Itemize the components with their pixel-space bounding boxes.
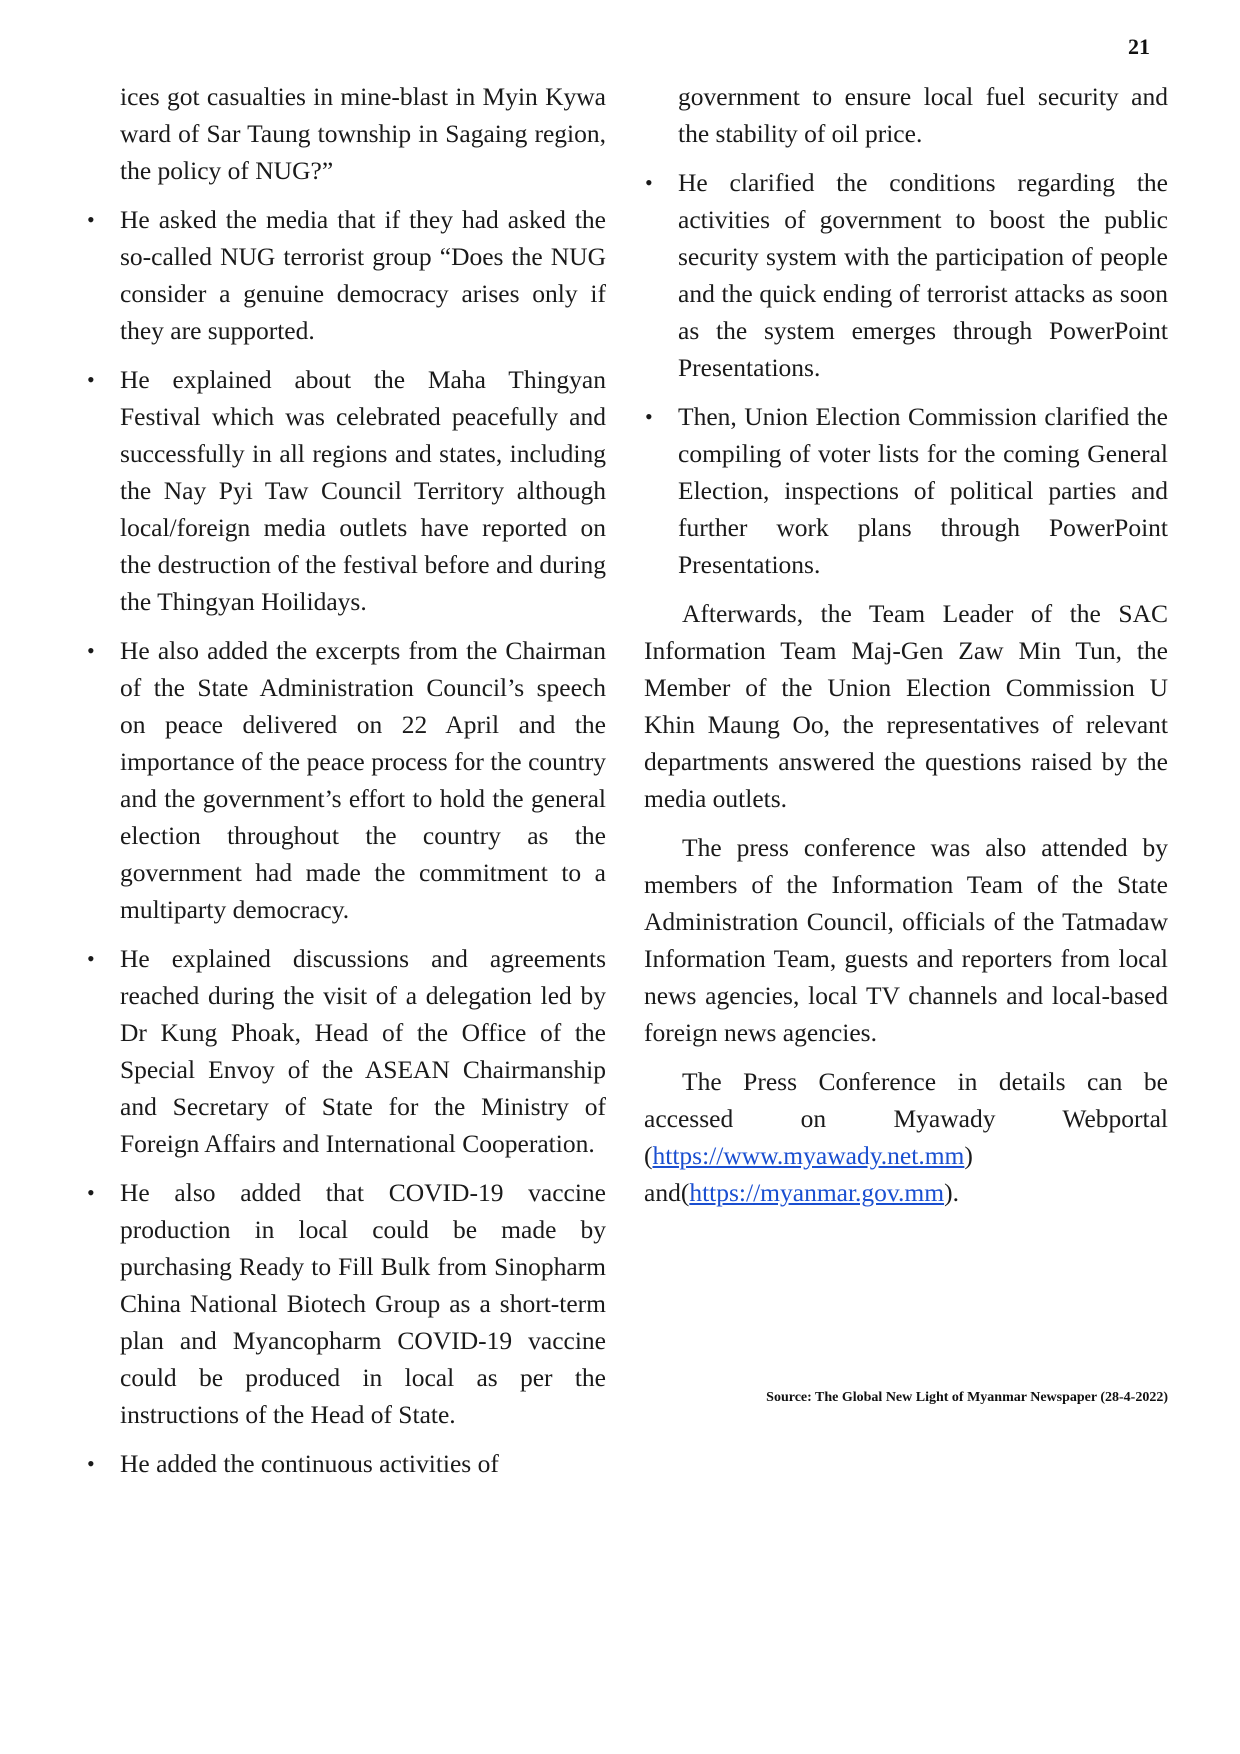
access-paragraph: [644, 1063, 1168, 1211]
myawady-link[interactable]: https://www.myawady.net.mm: [652, 1141, 965, 1170]
access-text-middle: ) and(: [644, 1141, 973, 1207]
bullet-text: He clarified the conditions regarding the activities of government to boost the public security system with the participation of people and the quick ending of terrorist attacks as soon as the system emerges through PowerPoint Presentations.: [678, 168, 1168, 382]
bullet-icon: •: [87, 946, 95, 971]
left-continuation-text: ices got casualties in mine-blast in Myin Kywa ward of Sar Taung township in Sagaing region, the policy of NUG?”: [120, 82, 606, 185]
bullet-icon: •: [87, 1451, 95, 1476]
access-text-after: ).: [944, 1178, 959, 1207]
bullet-icon: •: [645, 404, 653, 429]
source-credit: Source: The Global New Light of Myanmar Newspaper (28-4-2022): [766, 1390, 1168, 1405]
bullet-icon: •: [87, 1180, 95, 1205]
body-paragraph: Afterwards, the Team Leader of the SAC Information Team Maj-Gen Zaw Min Tun, the Member of the Union Election Commission U Khin Maung Oo, the representatives of relevant departments answered the questions raised by the media outlets.: [644, 599, 1168, 813]
right-continuation-text: government to ensure local fuel security and the stability of oil price.: [678, 82, 1168, 148]
bullet-item: [87, 361, 606, 620]
body-paragraph: The press conference was also attended by members of the Information Team of the State Administration Council, officials of the Tatmadaw Information Team, guests and reporters from local news agencies, local TV channels and local-based foreign news agencies.: [644, 833, 1168, 1047]
bullet-icon: •: [87, 207, 95, 232]
left-column: [86, 78, 606, 1494]
bullet-item: [87, 1174, 606, 1433]
bullet-text: He also added the excerpts from the Chairman of the State Administration Council’s speech on peace delivered on 22 April and the importance of the peace process for the country and the government’s effort to hold the general election throughout the country as the government had made the commitment to a multiparty democracy.: [120, 636, 606, 924]
bullet-item: [87, 632, 606, 928]
bullet-icon: •: [645, 170, 653, 195]
bullet-item: [645, 164, 1168, 386]
bullet-text: He also added that COVID-19 vaccine production in local could be made by purchasing Ready to Fill Bulk from Sinopharm China National Biotech Group as a short-term plan and Myancopharm COVID-19 vaccine could be produced in local as per the instructions of the Head of State.: [120, 1178, 606, 1429]
bullet-item: [87, 201, 606, 349]
page-number: 21: [1128, 34, 1150, 59]
myanmar-gov-link[interactable]: https://myanmar.gov.mm: [689, 1178, 945, 1207]
bullet-item: [87, 1445, 606, 1482]
bullet-text: He explained discussions and agreements reached during the visit of a delegation led by Dr Kung Phoak, Head of the Office of the Special Envoy of the ASEAN Chairmanship and Secretary of State for the Ministry of Foreign Affairs and International Cooperation.: [120, 944, 606, 1158]
bullet-text: He explained about the Maha Thingyan Festival which was celebrated peacefully and successfully in all regions and states, including the Nay Pyi Taw Council Territory although local/foreign media outlets have reported on the destruction of the festival before and during the Thingyan Hoilidays.: [120, 365, 606, 616]
right-column: [644, 78, 1168, 1223]
bullet-icon: •: [87, 638, 95, 663]
bullet-text: Then, Union Election Commission clarified the compiling of voter lists for the coming General Election, inspections of political parties and further work plans through PowerPoint Presentations.: [678, 402, 1168, 579]
bullet-item: [645, 398, 1168, 583]
bullet-icon: •: [87, 367, 95, 392]
bullet-item: [87, 940, 606, 1162]
access-text-before: The Press Conference in details can be accessed on Myawady Webportal (: [644, 1067, 1168, 1170]
bullet-text: He added the continuous activities of: [120, 1449, 499, 1478]
bullet-text: He asked the media that if they had asked the so-called NUG terrorist group “Does the NUG consider a genuine democracy arises only if they are supported.: [120, 205, 606, 345]
